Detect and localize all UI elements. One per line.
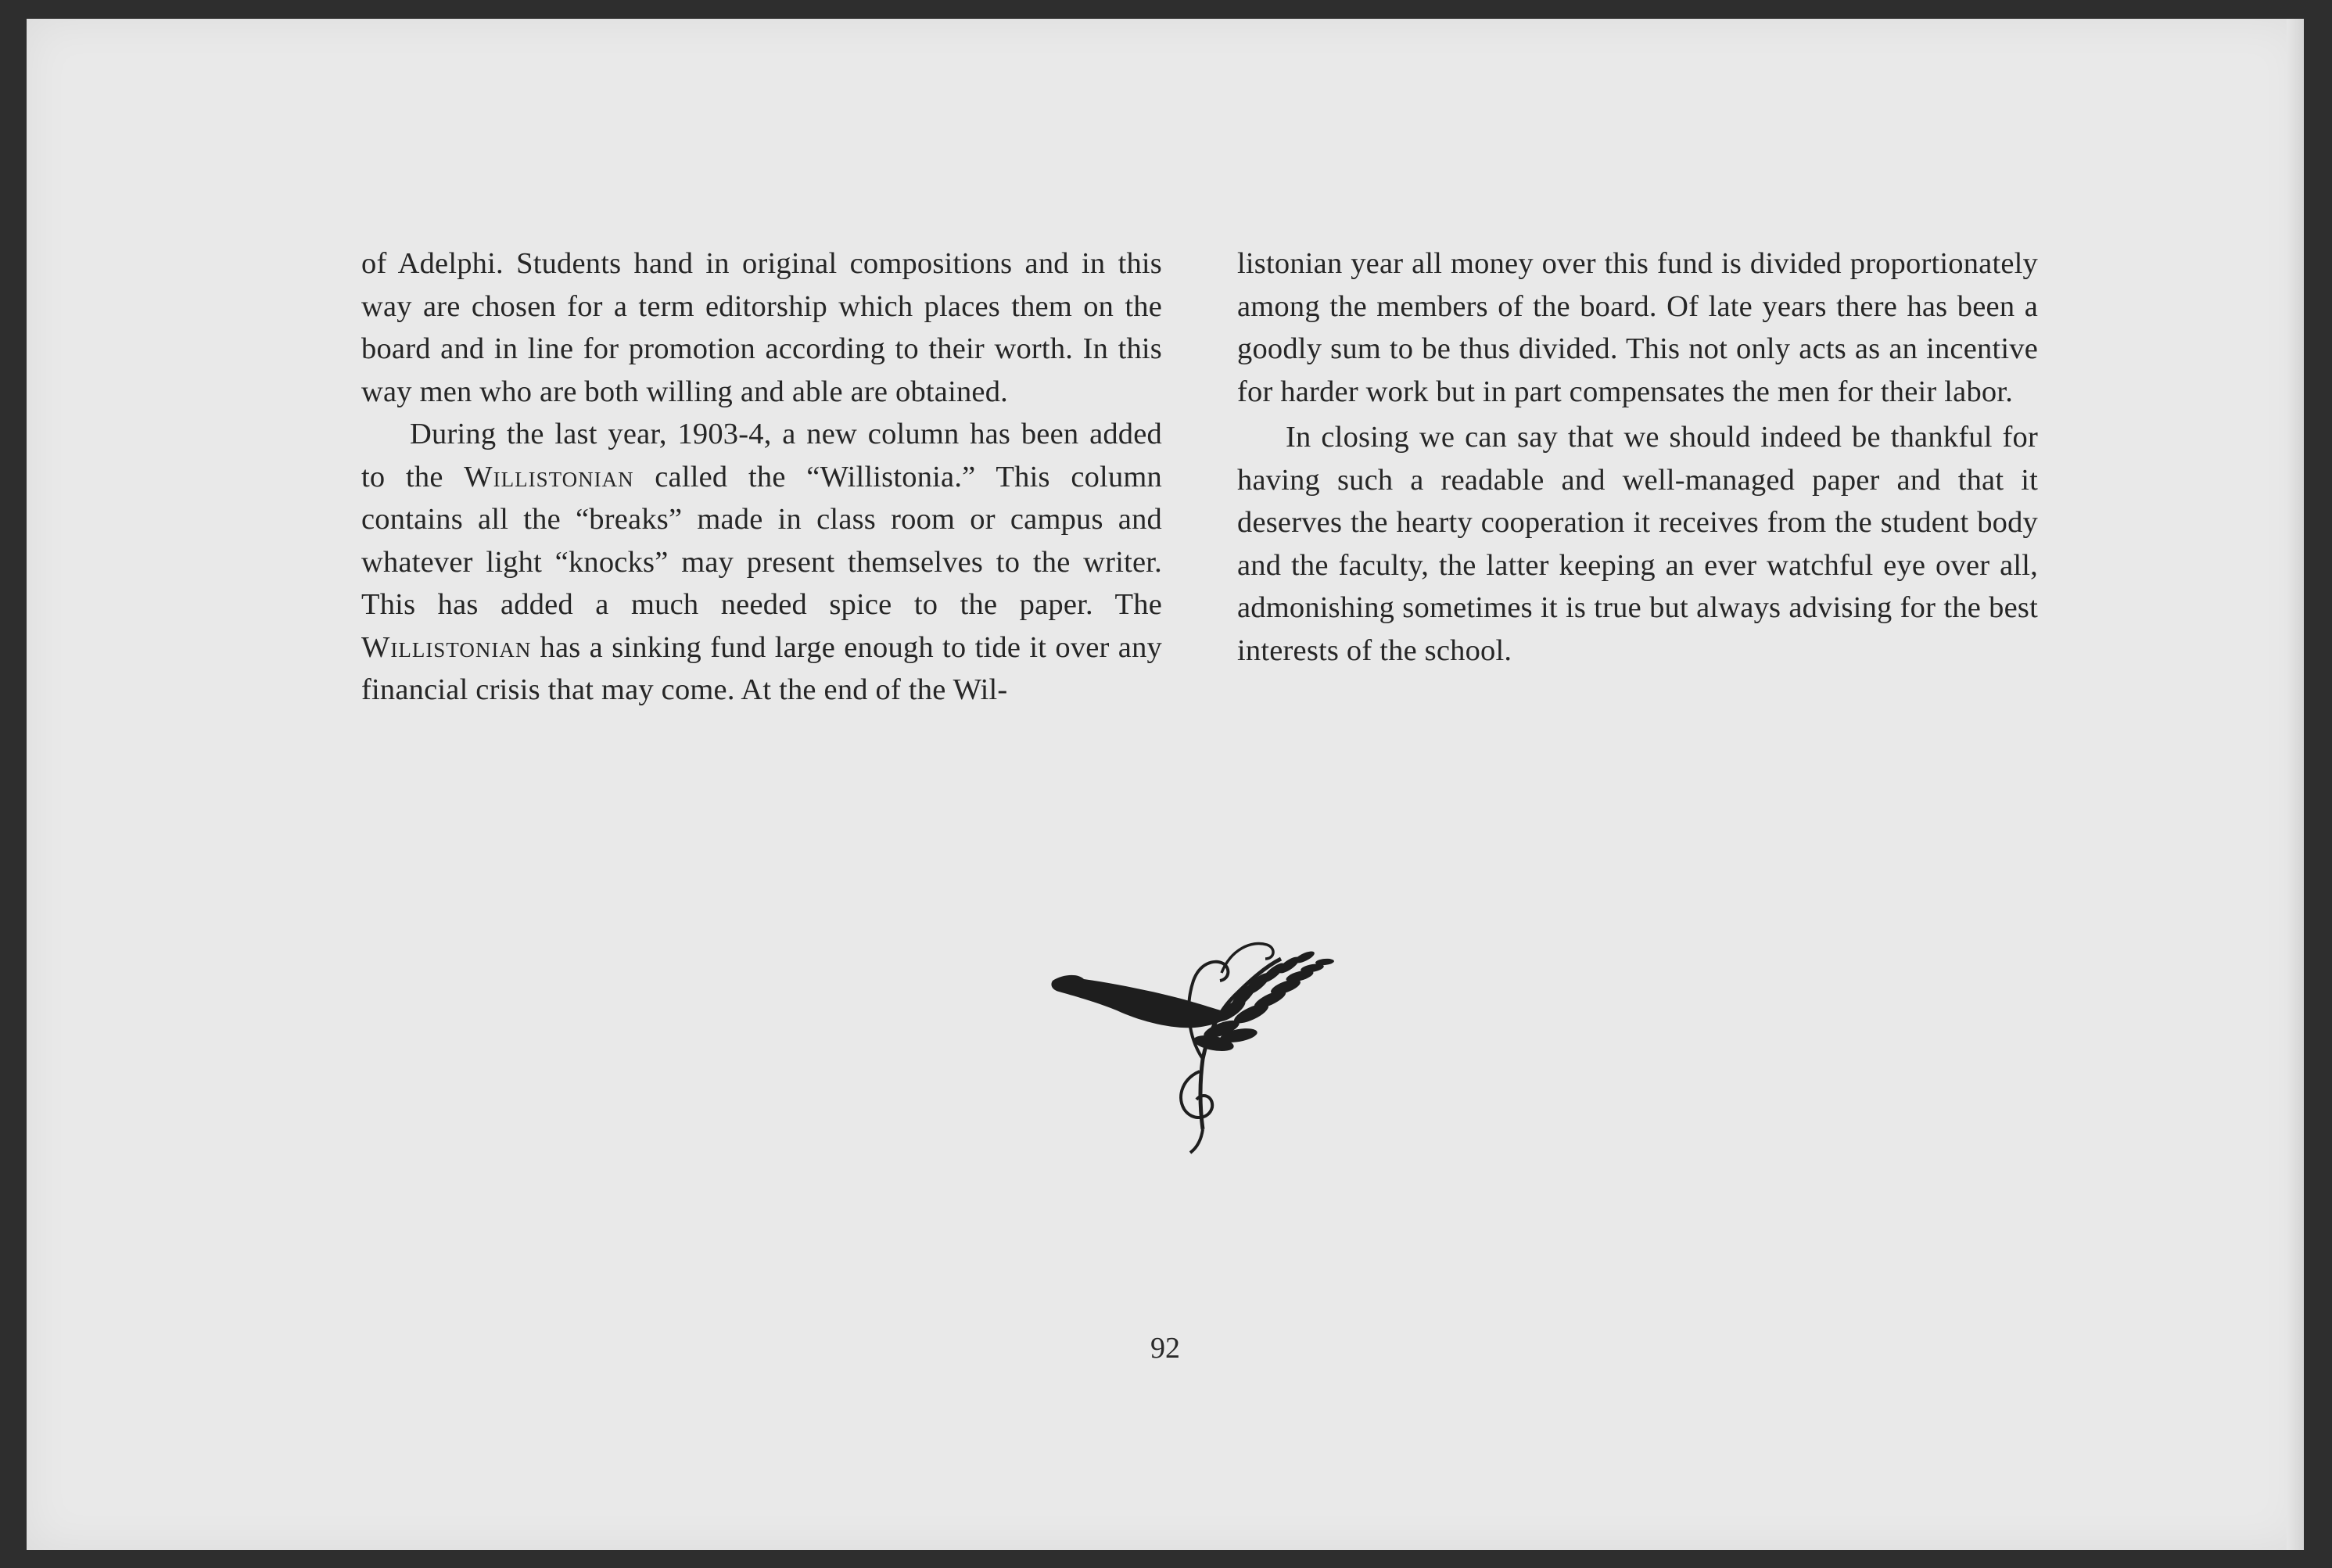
right-text-column [1237, 242, 2038, 672]
left-paragraph-2-part-c: has a sinking fund large enough to tide it over any financial crisis that may come. At the end of the Wil- [361, 630, 1162, 706]
newspaper-name-small-caps: Willistonian [361, 630, 532, 664]
page-number: 92 [1150, 1332, 1180, 1365]
left-paragraph-2-part-a: During the last year, 1903-4, a new column has been added to the [361, 418, 1162, 493]
right-paragraph-2: In closing we can say that we should indeed be thankful for having such a readable and well-managed paper and that it deserves the hearty cooperation it receives from the student body and the faculty, the latter keeping an ever watchful eye over all, admonishing sometimes it is true but always advising for the best interests of the school. [1237, 421, 2038, 667]
left-paragraph-2-part-b: called the “Willistonia.” This column contains all the “breaks” made in class room or campus and whatever light “knocks” may present themselves to the writer. This has added a much needed spice to the paper. The [361, 460, 1162, 621]
book-page [27, 19, 2304, 1550]
page-edge [2287, 19, 2304, 1550]
newspaper-name-small-caps: Willistonian [464, 460, 634, 493]
left-paragraph-2 [361, 413, 1162, 712]
right-paragraph-1: listonian year all money over this fund is divided proportionately among the members of the board. Of late years there has been a goodly sum to be thus divided. This not only acts as an incentive for harder work but in part compensates the men for their labor. [1237, 247, 2038, 408]
left-paragraph-1: of Adelphi. Students hand in original compositions and in this way are chosen for a term editorship which places them on the board and in line for promotion according to their worth. In this way men who are both willing and able are obtained. [361, 247, 1162, 408]
left-text-column [361, 242, 1162, 712]
fern-frond-ornament-icon [1046, 918, 1406, 1161]
